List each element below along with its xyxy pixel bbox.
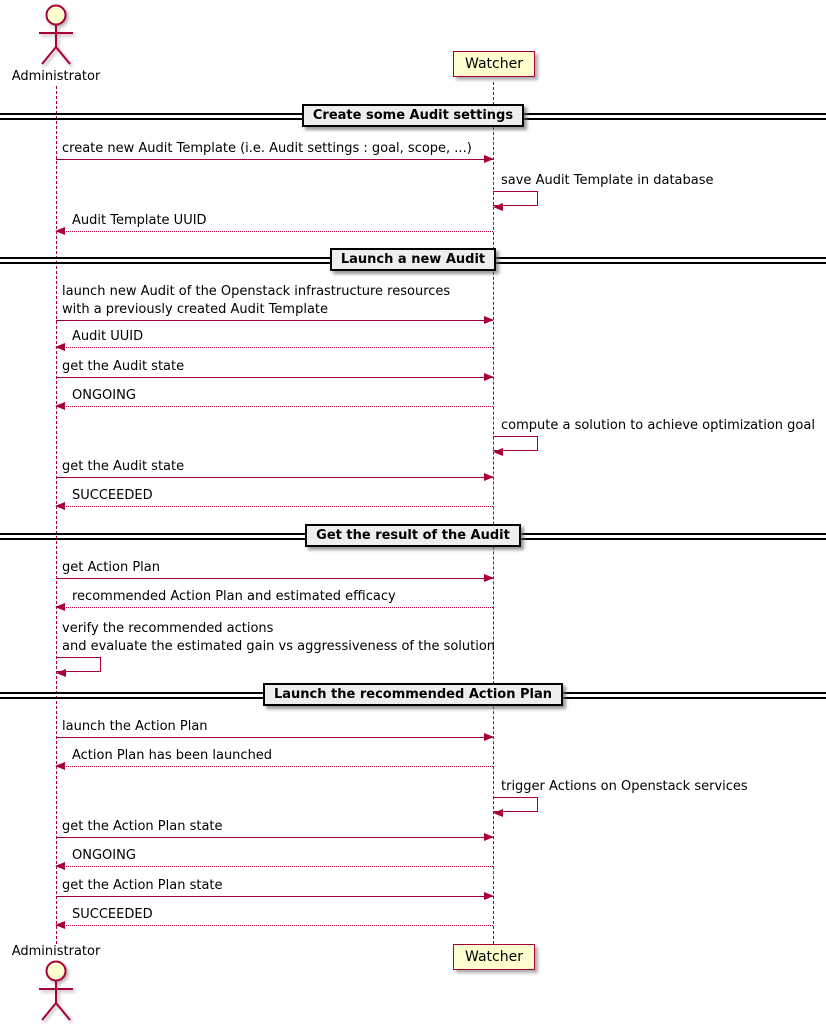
solid-arrow-right — [56, 578, 493, 579]
watcher-box-bottom: Watcher — [453, 944, 535, 970]
message-template-uuid: Audit Template UUID — [56, 213, 493, 232]
message-ongoing-1: ONGOING — [56, 388, 493, 407]
arrowhead-left-icon — [55, 227, 65, 235]
arrowhead-left-icon — [56, 669, 66, 677]
dotted-arrow-left — [56, 406, 493, 407]
arrowhead-right-icon — [484, 473, 494, 481]
arrowhead-left-icon — [493, 448, 503, 456]
message-launch-audit: launch new Audit of the Openstack infrastructure resources with a previously created Audit Template — [56, 284, 493, 321]
actor-icon — [31, 959, 81, 1023]
dotted-arrow-left — [56, 607, 493, 608]
dotted-arrow-left — [56, 866, 493, 867]
divider-launch-new-audit: Launch a new Audit — [0, 248, 826, 274]
divider-get-result-audit: Get the result of the Audit — [0, 524, 826, 550]
solid-arrow-right — [56, 737, 493, 738]
self-loop-arrow — [493, 436, 538, 451]
arrowhead-right-icon — [484, 833, 494, 841]
solid-arrow-right — [56, 896, 493, 897]
arrowhead-left-icon — [55, 343, 65, 351]
arrowhead-left-icon — [55, 603, 65, 611]
arrowhead-left-icon — [55, 862, 65, 870]
arrowhead-left-icon — [55, 762, 65, 770]
dotted-arrow-left — [56, 925, 493, 926]
message-audit-uuid: Audit UUID — [56, 329, 493, 348]
message-create-template: create new Audit Template (i.e. Audit settings : goal, scope, ...) — [56, 141, 493, 160]
dotted-arrow-left — [56, 506, 493, 507]
self-message-trigger-actions: trigger Actions on Openstack services — [493, 779, 748, 812]
divider-create-audit-settings: Create some Audit settings — [0, 104, 826, 130]
self-message-compute-solution: compute a solution to achieve optimization goal — [493, 418, 815, 451]
arrowhead-right-icon — [484, 733, 494, 741]
dotted-arrow-left — [56, 347, 493, 348]
self-loop-arrow — [56, 657, 101, 672]
arrowhead-right-icon — [484, 373, 494, 381]
message-recommended-plan: recommended Action Plan and estimated efficacy — [56, 589, 493, 608]
arrowhead-left-icon — [493, 203, 503, 211]
self-loop-arrow — [493, 191, 538, 206]
message-launch-action-plan: launch the Action Plan — [56, 719, 493, 738]
solid-arrow-right — [56, 837, 493, 838]
message-succeeded-2: SUCCEEDED — [56, 907, 493, 926]
message-get-plan-state-2: get the Action Plan state — [56, 878, 493, 897]
watcher-box-top: Watcher — [453, 51, 535, 77]
dotted-arrow-left — [56, 766, 493, 767]
solid-arrow-right — [56, 377, 493, 378]
self-loop-arrow — [493, 797, 538, 812]
arrowhead-left-icon — [55, 502, 65, 510]
message-ongoing-2: ONGOING — [56, 848, 493, 867]
self-message-save-template: save Audit Template in database — [493, 173, 714, 206]
solid-arrow-right — [56, 159, 493, 160]
administrator-label-bottom: Administrator — [11, 944, 101, 959]
arrowhead-left-icon — [55, 921, 65, 929]
arrowhead-right-icon — [484, 316, 494, 324]
message-get-audit-state-1: get the Audit state — [56, 359, 493, 378]
solid-arrow-right — [56, 320, 493, 321]
arrowhead-right-icon — [484, 574, 494, 582]
solid-arrow-right — [56, 477, 493, 478]
message-get-action-plan: get Action Plan — [56, 560, 493, 579]
message-get-plan-state-1: get the Action Plan state — [56, 819, 493, 838]
arrowhead-left-icon — [55, 402, 65, 410]
message-succeeded-1: SUCCEEDED — [56, 488, 493, 507]
arrowhead-left-icon — [493, 809, 503, 817]
message-get-audit-state-2: get the Audit state — [56, 459, 493, 478]
divider-launch-action-plan: Launch the recommended Action Plan — [0, 683, 826, 709]
self-message-verify-actions: verify the recommended actions and evaluate the estimated gain vs aggressiveness of the solution — [56, 621, 495, 672]
administrator-label-top: Administrator — [11, 69, 101, 84]
arrowhead-right-icon — [484, 155, 494, 163]
dotted-arrow-left — [56, 231, 493, 232]
message-plan-launched: Action Plan has been launched — [56, 748, 493, 767]
arrowhead-right-icon — [484, 892, 494, 900]
actor-icon — [31, 3, 81, 67]
